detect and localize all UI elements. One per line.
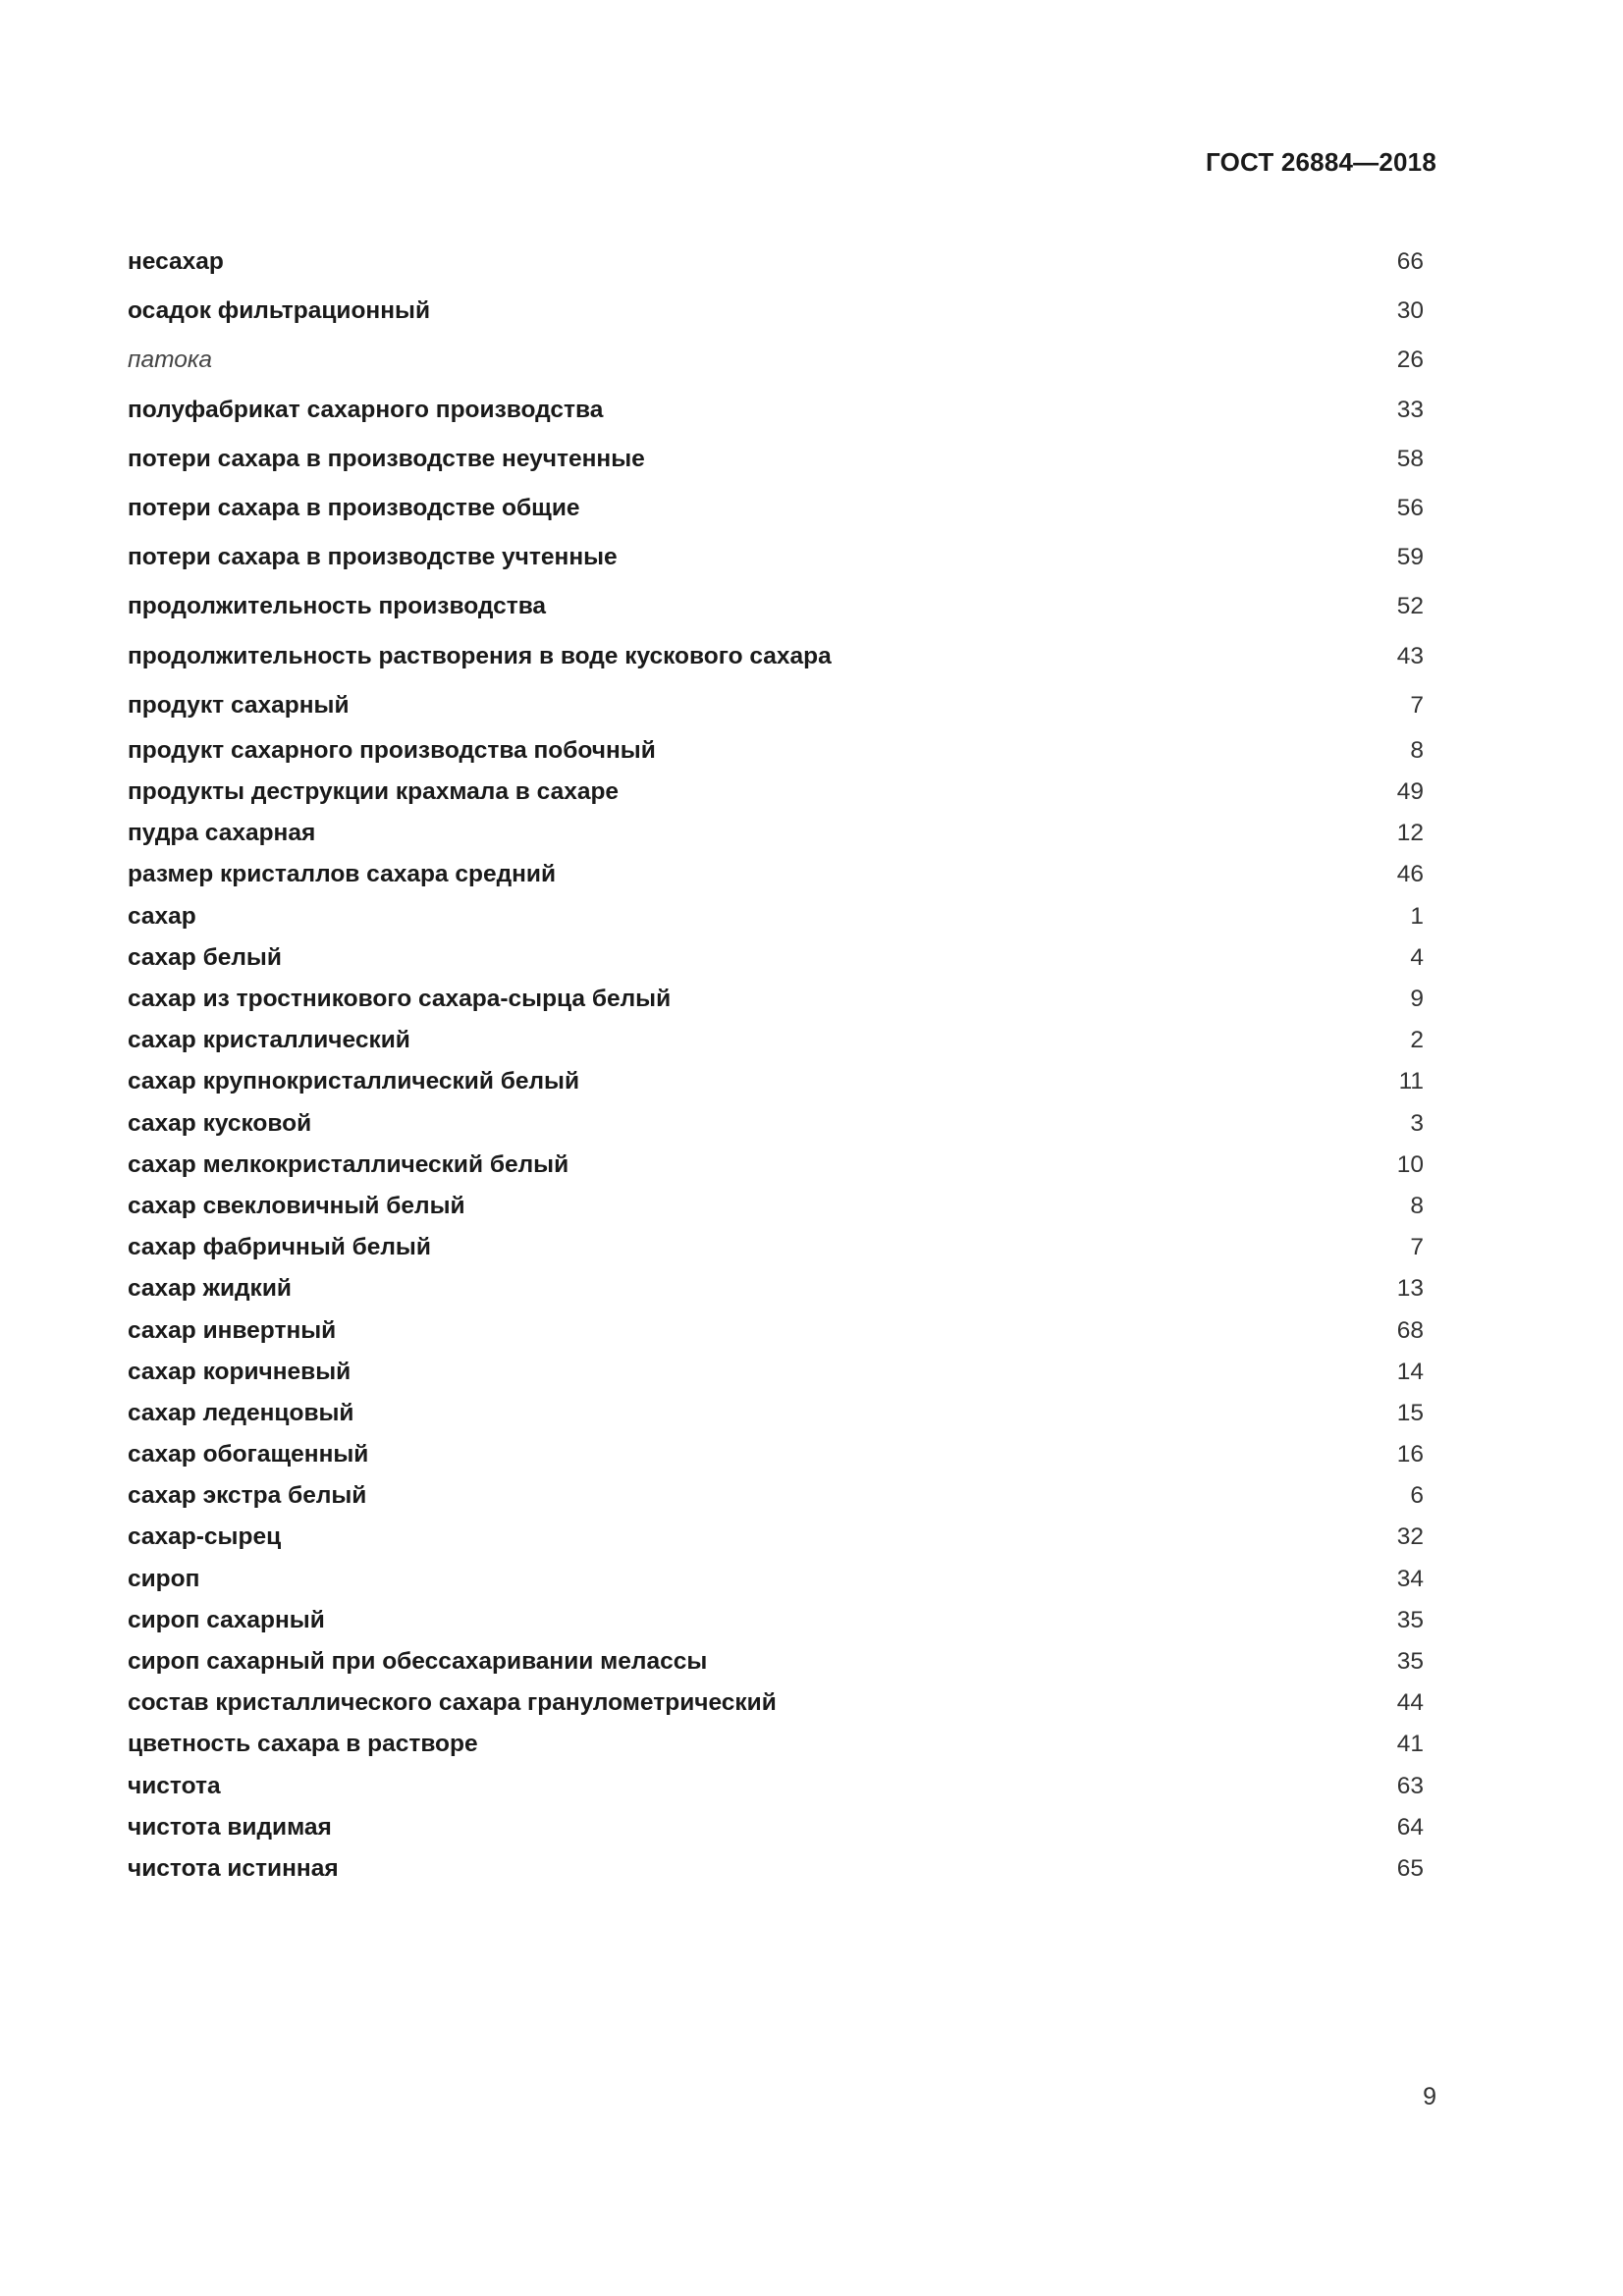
index-term-number: 7 <box>1410 691 1424 719</box>
index-entry <box>128 1186 1424 1227</box>
index-entry <box>128 1310 1424 1352</box>
index-entry <box>128 287 1424 336</box>
index-term: сироп сахарный при обессахаривании мелассы <box>128 1648 708 1675</box>
index-entry <box>128 435 1424 484</box>
page-number: 9 <box>1423 2083 1436 2110</box>
index-term: сахар жидкий <box>128 1275 292 1303</box>
index-term-number: 68 <box>1396 1316 1424 1344</box>
index-term-number: 2 <box>1410 1027 1424 1054</box>
index-term-number: 49 <box>1396 778 1424 806</box>
index-term: полуфабрикат сахарного производства <box>128 396 604 423</box>
index-term: размер кристаллов сахара средний <box>128 861 557 888</box>
index-entry <box>128 813 1424 854</box>
index-term: сахар крупнокристаллический белый <box>128 1068 580 1095</box>
index-term-number: 65 <box>1396 1854 1424 1882</box>
index-term: продукт сахарный <box>128 691 350 719</box>
index-term-number: 52 <box>1396 593 1424 620</box>
index-term-number: 14 <box>1396 1358 1424 1385</box>
index-term: чистота истинная <box>128 1854 339 1882</box>
index-entry <box>128 1807 1424 1848</box>
index-term: сахар инвертный <box>128 1316 337 1344</box>
index-term-number: 15 <box>1396 1399 1424 1426</box>
index-term: сахар коричневый <box>128 1358 352 1385</box>
index-entry <box>128 582 1424 631</box>
index-term: сахар экстра белый <box>128 1482 367 1510</box>
index-term-number: 64 <box>1396 1813 1424 1841</box>
index-term: сахар кусковой <box>128 1109 312 1137</box>
index-term: сахар леденцовый <box>128 1399 354 1426</box>
index-term-number: 12 <box>1396 820 1424 847</box>
index-term-number: 13 <box>1396 1275 1424 1303</box>
index-entry <box>128 632 1424 681</box>
index-term: продукты деструкции крахмала в сахаре <box>128 778 620 806</box>
index-term-number: 8 <box>1410 1192 1424 1219</box>
index-term: пудра сахарная <box>128 820 316 847</box>
index-entry <box>128 1393 1424 1434</box>
index-term-number: 66 <box>1396 248 1424 275</box>
index-term: сахар-сырец <box>128 1523 282 1551</box>
index-term: сахар из тростникового сахара-сырца белый <box>128 986 672 1012</box>
index-entry <box>128 533 1424 582</box>
index-term: осадок фильтрационный <box>128 297 431 325</box>
index-term-number: 33 <box>1396 396 1424 423</box>
index-term: чистота видимая <box>128 1813 332 1841</box>
index-term-number: 34 <box>1396 1565 1424 1592</box>
index-term: продолжительность производства <box>128 593 547 620</box>
index-term-number: 9 <box>1410 986 1424 1012</box>
index-term: потери сахара в производстве неучтенные <box>128 445 645 472</box>
term-index <box>128 238 1424 1890</box>
index-term-number: 58 <box>1396 445 1424 472</box>
index-entry <box>128 896 1424 937</box>
index-entry <box>128 1600 1424 1641</box>
index-entry <box>128 386 1424 435</box>
index-entry <box>128 1145 1424 1186</box>
index-term: сахар <box>128 902 196 930</box>
index-term: сахар свекловичный белый <box>128 1192 465 1219</box>
index-entry <box>128 1020 1424 1061</box>
index-term: несахар <box>128 248 224 275</box>
index-term-number: 8 <box>1410 736 1424 764</box>
index-entry <box>128 1352 1424 1393</box>
index-entry <box>128 1475 1424 1517</box>
index-entry <box>128 1848 1424 1890</box>
index-term-number: 6 <box>1410 1482 1424 1510</box>
index-entry <box>128 1559 1424 1600</box>
index-entry <box>128 1434 1424 1475</box>
index-entry <box>128 1682 1424 1724</box>
index-term-number: 11 <box>1398 1068 1424 1095</box>
index-entry <box>128 1227 1424 1268</box>
index-entry <box>128 730 1424 772</box>
index-term: сахар мелкокристаллический белый <box>128 1150 569 1178</box>
index-term-number: 46 <box>1396 861 1424 888</box>
index-entry <box>128 1641 1424 1682</box>
index-term-number: 30 <box>1396 297 1424 325</box>
index-term-number: 59 <box>1396 544 1424 571</box>
index-entry <box>128 238 1424 287</box>
index-entry <box>128 772 1424 813</box>
index-entry <box>128 1268 1424 1309</box>
index-entry <box>128 1724 1424 1765</box>
index-entry <box>128 1103 1424 1145</box>
index-term: сахар кристаллический <box>128 1027 410 1054</box>
index-term: сахар обогащенный <box>128 1441 369 1468</box>
index-entry <box>128 1061 1424 1102</box>
index-term: патока <box>128 347 213 374</box>
index-term-number: 63 <box>1396 1772 1424 1799</box>
index-term: сахар фабричный белый <box>128 1234 431 1261</box>
index-term: продолжительность растворения в воде кускового сахара <box>128 642 832 669</box>
index-entry <box>128 854 1424 895</box>
index-term-number: 3 <box>1410 1109 1424 1137</box>
index-term: сироп <box>128 1565 200 1592</box>
index-term-number: 32 <box>1396 1523 1424 1551</box>
index-term: продукт сахарного производства побочный <box>128 736 656 764</box>
index-entry <box>128 681 1424 730</box>
index-term: сироп сахарный <box>128 1606 325 1633</box>
index-term: чистота <box>128 1772 221 1799</box>
index-term-number: 7 <box>1410 1234 1424 1261</box>
index-term-number: 16 <box>1396 1441 1424 1468</box>
index-term: цветность сахара в растворе <box>128 1731 478 1758</box>
index-term-number: 4 <box>1410 943 1424 971</box>
index-term-number: 44 <box>1396 1689 1424 1717</box>
index-entry <box>128 937 1424 979</box>
document-header: ГОСТ 26884—2018 <box>1206 147 1436 177</box>
index-entry <box>128 979 1424 1020</box>
index-term-number: 35 <box>1396 1648 1424 1675</box>
index-term-number: 56 <box>1396 494 1424 521</box>
index-term-number: 43 <box>1396 642 1424 669</box>
index-term-number: 35 <box>1396 1606 1424 1633</box>
index-entry <box>128 1766 1424 1807</box>
index-term: состав кристаллического сахара гранулометрический <box>128 1689 777 1717</box>
index-term: потери сахара в производстве общие <box>128 494 580 521</box>
index-entry <box>128 336 1424 385</box>
index-entry <box>128 484 1424 533</box>
index-term-number: 1 <box>1410 902 1424 930</box>
index-entry <box>128 1517 1424 1558</box>
index-term-number: 26 <box>1396 347 1424 374</box>
index-term-number: 41 <box>1396 1731 1424 1758</box>
index-term: сахар белый <box>128 943 282 971</box>
index-term: потери сахара в производстве учтенные <box>128 544 618 571</box>
index-term-number: 10 <box>1396 1150 1424 1178</box>
